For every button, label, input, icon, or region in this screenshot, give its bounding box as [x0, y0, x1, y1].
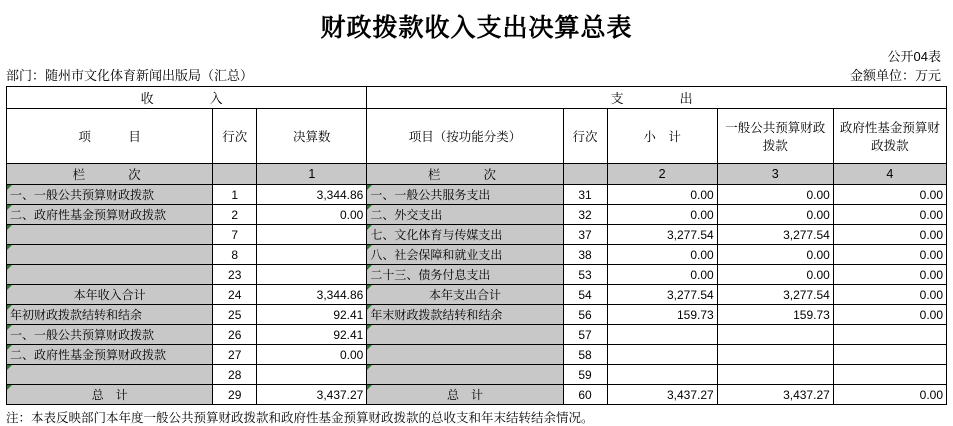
page-title: 财政拨款收入支出决算总表 [320, 15, 633, 42]
cell-income-line: 7 [213, 225, 257, 245]
table-row [7, 325, 947, 345]
cell-expense-general: 0.00 [717, 185, 833, 205]
cell-income-line: 25 [213, 305, 257, 325]
cell-expense-general [717, 325, 833, 345]
footnote: 注：本表反映部门本年度一般公共预算财政拨款和政府性基金预算财政拨款的总收支和年末结转结余情况。 [6, 411, 594, 425]
cell-expense-fund: 0.00 [833, 245, 946, 265]
group-header-row [7, 87, 947, 109]
cell-expense-subtotal [607, 365, 717, 385]
column-header-row [7, 109, 947, 164]
cell-expense-fund: 0.00 [833, 305, 946, 325]
cell-expense-fund: 0.00 [833, 225, 946, 245]
cell-expense-line: 60 [563, 385, 607, 405]
col-expense-line: 行次 [563, 109, 607, 164]
col-expense-fund: 政府性基金预算财政拨款 [833, 109, 946, 164]
table-row [7, 365, 947, 385]
col-expense-subtotal: 小 计 [607, 109, 717, 164]
cell-income-item: 一、一般公共预算财政拨款 [7, 325, 213, 345]
cell-expense-line: 31 [563, 185, 607, 205]
cell-income-amount: 3,437.27 [257, 385, 367, 405]
cell-expense-line: 57 [563, 325, 607, 345]
cell-expense-subtotal: 3,277.54 [607, 225, 717, 245]
table-row [7, 385, 947, 405]
group-header-expense: 支 出 [367, 87, 947, 109]
cell-expense-general: 3,277.54 [717, 225, 833, 245]
cell-expense-item [367, 325, 563, 345]
cell-income-amount [257, 265, 367, 285]
table-row [7, 185, 947, 205]
lane-number-income-amount: 1 [257, 164, 367, 185]
cell-income-item: 二、政府性基金预算财政拨款 [7, 345, 213, 365]
lane-header-income: 栏 次 [7, 164, 213, 185]
cell-expense-line: 56 [563, 305, 607, 325]
financial-table [6, 86, 947, 405]
cell-expense-general: 3,277.54 [717, 285, 833, 305]
cell-expense-subtotal [607, 325, 717, 345]
lane-header-expense: 栏 次 [367, 164, 563, 185]
department-label: 部门：随州市文化体育新闻出版局（汇总） [6, 68, 254, 83]
table-row [7, 345, 947, 365]
lane-header-row [7, 164, 947, 185]
col-expense-item: 项目（按功能分类） [367, 109, 563, 164]
cell-expense-fund: 0.00 [833, 385, 946, 405]
cell-expense-subtotal [607, 345, 717, 365]
cell-expense-fund: 0.00 [833, 205, 946, 225]
cell-expense-item: 本年支出合计 [367, 285, 563, 305]
cell-expense-fund: 0.00 [833, 285, 946, 305]
cell-income-amount: 0.00 [257, 205, 367, 225]
cell-expense-fund [833, 365, 946, 385]
col-income-amount: 决算数 [257, 109, 367, 164]
cell-expense-general [717, 345, 833, 365]
cell-expense-line: 38 [563, 245, 607, 265]
cell-income-item [7, 265, 213, 285]
cell-expense-line: 53 [563, 265, 607, 285]
cell-income-amount [257, 365, 367, 385]
document-meta [0, 65, 953, 86]
cell-income-amount [257, 225, 367, 245]
cell-expense-fund [833, 325, 946, 345]
cell-expense-fund [833, 345, 946, 365]
cell-expense-item: 二、外交支出 [367, 205, 563, 225]
cell-income-amount: 92.41 [257, 325, 367, 345]
cell-income-line: 1 [213, 185, 257, 205]
cell-income-line: 24 [213, 285, 257, 305]
group-header-income: 收 入 [7, 87, 367, 109]
cell-income-item: 二、政府性基金预算财政拨款 [7, 205, 213, 225]
cell-expense-line: 59 [563, 365, 607, 385]
cell-income-item: 总 计 [7, 385, 213, 405]
form-code: 公开04表 [887, 49, 941, 64]
col-income-line: 行次 [213, 109, 257, 164]
cell-expense-general: 0.00 [717, 205, 833, 225]
cell-income-amount [257, 245, 367, 265]
cell-expense-subtotal: 0.00 [607, 205, 717, 225]
cell-expense-subtotal: 159.73 [607, 305, 717, 325]
table-row [7, 205, 947, 225]
cell-income-line: 26 [213, 325, 257, 345]
cell-expense-item: 八、社会保障和就业支出 [367, 245, 563, 265]
cell-expense-item: 二十三、债务付息支出 [367, 265, 563, 285]
cell-expense-general: 0.00 [717, 245, 833, 265]
cell-expense-line: 37 [563, 225, 607, 245]
cell-income-line: 29 [213, 385, 257, 405]
cell-expense-general: 3,437.27 [717, 385, 833, 405]
cell-income-amount: 0.00 [257, 345, 367, 365]
cell-expense-subtotal: 0.00 [607, 245, 717, 265]
cell-income-amount: 3,344.86 [257, 185, 367, 205]
cell-income-item: 年初财政拨款结转和结余 [7, 305, 213, 325]
cell-expense-item: 七、文化体育与传媒支出 [367, 225, 563, 245]
cell-expense-item [367, 365, 563, 385]
table-row [7, 305, 947, 325]
cell-income-item: 一、一般公共预算财政拨款 [7, 185, 213, 205]
lane-number-expense-general: 3 [717, 164, 833, 185]
col-income-item: 项 目 [7, 109, 213, 164]
lane-number-expense-fund: 4 [833, 164, 946, 185]
cell-expense-item: 一、一般公共服务支出 [367, 185, 563, 205]
cell-income-amount: 92.41 [257, 305, 367, 325]
cell-expense-general: 159.73 [717, 305, 833, 325]
cell-expense-general: 0.00 [717, 265, 833, 285]
cell-income-line: 27 [213, 345, 257, 365]
lane-blank-income-line [213, 164, 257, 185]
cell-income-item [7, 365, 213, 385]
cell-expense-general [717, 365, 833, 385]
lane-number-expense-subtotal: 2 [607, 164, 717, 185]
cell-income-line: 23 [213, 265, 257, 285]
unit-label: 金额单位：万元 [849, 68, 941, 83]
table-body [7, 185, 947, 405]
table-row [7, 265, 947, 285]
table-row [7, 225, 947, 245]
cell-income-item: 本年收入合计 [7, 285, 213, 305]
cell-expense-line: 58 [563, 345, 607, 365]
cell-expense-fund: 0.00 [833, 185, 946, 205]
table-row [7, 285, 947, 305]
cell-expense-subtotal: 0.00 [607, 265, 717, 285]
cell-expense-item: 总 计 [367, 385, 563, 405]
cell-income-amount: 3,344.86 [257, 285, 367, 305]
table-row [7, 245, 947, 265]
cell-expense-line: 54 [563, 285, 607, 305]
cell-income-item [7, 245, 213, 265]
cell-income-item [7, 225, 213, 245]
cell-income-line: 8 [213, 245, 257, 265]
lane-blank-expense-line [563, 164, 607, 185]
cell-expense-line: 32 [563, 205, 607, 225]
cell-income-line: 2 [213, 205, 257, 225]
cell-expense-subtotal: 0.00 [607, 185, 717, 205]
col-expense-general: 一般公共预算财政拨款 [717, 109, 833, 164]
cell-expense-subtotal: 3,277.54 [607, 285, 717, 305]
cell-expense-item: 年末财政拨款结转和结余 [367, 305, 563, 325]
cell-expense-fund: 0.00 [833, 265, 946, 285]
cell-expense-item [367, 345, 563, 365]
cell-income-line: 28 [213, 365, 257, 385]
cell-expense-subtotal: 3,437.27 [607, 385, 717, 405]
